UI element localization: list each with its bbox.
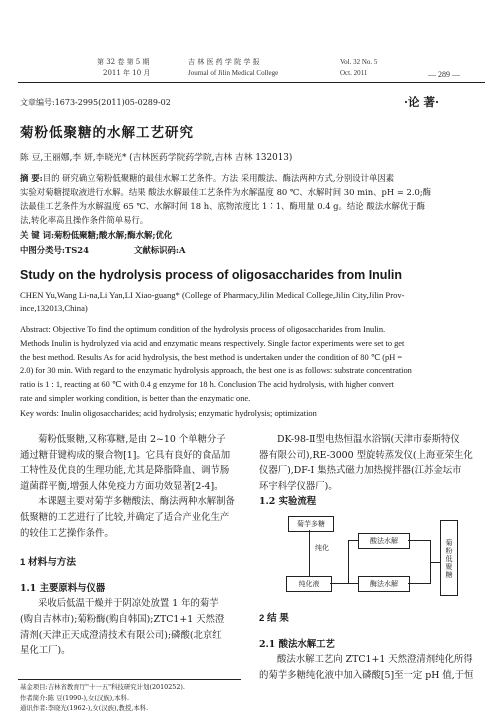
- authors-cn: 陈 豆,王丽娜,李 妍,李晓光* (吉林医药学院药学院,吉林 吉林 132013): [20, 153, 293, 163]
- paragraph-line: 器有限公司),RE-3000 型旋转蒸发仪(上海亚荣生化: [259, 449, 473, 461]
- flow-connector: [309, 530, 310, 576]
- paragraph-line: 道菌群平衡,增强人体免疫力方面功效显著[2-4]。: [20, 480, 224, 492]
- journal-en: Journal of Jilin Medical College: [188, 69, 279, 77]
- paragraph-line: DK-98-Ⅱ型电热恒温水浴锅(天津市泰斯特仪: [277, 434, 460, 445]
- abstract-en-line: rate and simpler working condition, is better than the enzymatic one.: [20, 393, 251, 403]
- section-heading-1: 1 材料与方法: [20, 557, 76, 569]
- date-en: Oct. 2011: [340, 69, 368, 77]
- authors-en-line: ince,132013,China): [20, 303, 88, 313]
- abstract-en-line: Abstract: Objective To find the optimum condition of the hydrolysis process of oligosaccharides from Inulin.: [20, 325, 386, 334]
- authors-en-line: CHEN Yu,Wang Li-na,Li Yan,LI Xiao-guang* (College of Pharmacy,Jilin Medical College,Jilin City,Jilin Prov-: [20, 290, 405, 300]
- abstract-cn-line: 法最佳工艺条件为水解温度 65 ℃、水解时间 18 h、底物浓度比 1∶1、酶用量 0.4 g。结论 酸法水解优于酶: [20, 201, 425, 211]
- authors-en: [20, 289, 405, 315]
- page-number: — 289 —: [428, 70, 460, 79]
- flow-connector: [348, 583, 358, 584]
- article-number: 文章编号:1673-2995(2011)05-0289-02: [20, 98, 171, 107]
- abstract-en-line: ratio is 1 : 1, reacting at 60 ℃ with 0.4 g enzyme for 18 h. Conclusion The acid hydrolysis, with higher convert: [20, 380, 394, 390]
- paragraph-line: 星化工厂)。: [20, 645, 71, 657]
- volume-cn: 第 32 卷 第 5 期: [97, 58, 150, 66]
- paragraph-line: 环宇科学仪器厂)。: [259, 480, 338, 492]
- paragraph-line: 仪器厂),DF-I 集热式磁力加热搅拌器(江苏金坛市: [259, 465, 462, 477]
- abstract-en-line: 2.0) for 30 min. With regard to the enzymatic hydrolysis approach, the best one is as follows: substrate concentration: [20, 366, 412, 376]
- volume-en: Vol. 32 No. 5: [340, 58, 378, 66]
- flow-box-start: 菊芋多糖: [288, 516, 334, 532]
- abstract-cn-lead: 摘 要:: [20, 173, 43, 183]
- paragraph-line: 菊粉低聚糖,又称寡糖,是由 2~10 个单糖分子: [38, 434, 226, 445]
- paragraph-line: 本课题主要对菊芋多糖酸法、酶法两种水解制备: [38, 496, 235, 508]
- paragraph-line: 工特性及优良的生理功能,尤其是降脂降血、调节肠: [20, 465, 230, 477]
- flow-connector: [348, 540, 349, 584]
- right-column-bottom: [259, 611, 487, 683]
- flow-connector: [348, 540, 358, 541]
- paragraph-line: 低聚糖的工艺进行了比较,并确定了适合产业化生产: [20, 511, 230, 523]
- keywords-cn: 关 键 词:菊粉低聚糖;酸水解;酶水解;优化: [20, 230, 173, 240]
- paragraph-line: 采收后低温干燥并于阴凉处放置 1 年的菊芋: [38, 598, 219, 610]
- paragraph-line: 的较佳工艺操作条件。: [20, 527, 114, 539]
- subsection-heading-1-1: 1.1 主要原料与仪器: [20, 582, 106, 594]
- footnotes: [20, 682, 185, 714]
- footnote-fund: 基金项目:吉林省教育厅"十一五"科技研究计划(2010252).: [20, 683, 185, 691]
- document-code: 文献标识码:A: [134, 245, 186, 255]
- header-rule: [18, 82, 485, 83]
- subsection-heading-2-1: 2.1 酸法水解工艺: [259, 638, 335, 650]
- section-tag: ·论 著·: [404, 95, 440, 109]
- abstract-cn-line: 法,转化率高且操作条件简单易行。: [20, 215, 149, 225]
- title-cn: 菊粉低聚糖的水解工艺研究: [20, 125, 194, 141]
- abstract-cn-line: 实验对菊糖提取液进行水解。结果 酸法水解最佳工艺条件为水解温度 80 ℃、水解时间 30 min、pH = 2.0;酶: [20, 187, 432, 197]
- paragraph-line: 酸法水解工艺向 ZTC1+1 天然澄清剂纯化所得: [277, 654, 473, 666]
- subsection-heading-1-2: 1.2 实验流程: [259, 496, 317, 508]
- left-column: [20, 432, 246, 659]
- abstract-en-line: Methods Inulin is hydrolyzed via acid and enzymatic means respectively. Single factor experiments were set to get: [20, 338, 405, 348]
- abstract-cn-line: 目的 研究确立菊粉低聚糖的最佳水解工艺条件。方法 采用酸法、酶法两种方式,分别设计单因素: [42, 173, 395, 183]
- paragraph-line: 的菊芋多糖纯化液中加入磷酸[5]至一定 pH 值,于恒: [259, 669, 474, 681]
- abstract-cn: [20, 171, 486, 227]
- abstract-en: [20, 323, 488, 406]
- keywords-en: Key words: Inulin oligosaccharides; acid hydrolysis; enzymatic hydrolysis; optimization: [20, 409, 317, 418]
- paragraph-line: (购自吉林市);菊粉酶(购自韩国);ZTC1+1 天然澄: [20, 613, 225, 625]
- footnote-corresponding: 通讯作者:李晓光(1962-),女(汉族),教授,本科.: [20, 704, 149, 712]
- flow-connector: [330, 583, 348, 584]
- flow-box-end: 菊粉低聚糖: [440, 520, 458, 596]
- flow-box-enzyme: 酶法水解: [358, 576, 410, 592]
- flow-box-purified: 纯化液: [286, 576, 332, 592]
- flow-label-purify: 纯化: [315, 544, 329, 552]
- journal-cn: 吉 林 医 药 学 院 学 报: [188, 58, 260, 66]
- flow-connector: [408, 583, 430, 584]
- right-column-top: [259, 432, 487, 510]
- paragraph-line: 通过糖苷键构成的聚合物[1]。它具有良好的食品加: [20, 449, 231, 461]
- footnote-author: 作者简介:陈 豆(1990-),女(汉族),本科.: [20, 693, 129, 702]
- footnote-rule: [18, 679, 241, 680]
- flow-box-acid: 酸法水解: [358, 533, 410, 549]
- title-en: Study on the hydrolysis process of oligosaccharides from Inulin: [20, 268, 403, 282]
- abstract-en-line: the best method. Results As for acid hydrolysis, the best method is undertaken under the condition of 80 ℃ (pH =: [20, 352, 403, 362]
- flow-connector: [430, 562, 440, 563]
- classification-number: 中图分类号:TS24: [20, 245, 89, 255]
- paragraph-line: 清剂(天津正天成澄清技术有限公司);磷酸(北京红: [20, 629, 222, 641]
- flow-connector: [408, 540, 430, 541]
- date-cn: 2011 年 10 月: [103, 69, 151, 77]
- section-heading-2: 2 结 果: [259, 613, 289, 624]
